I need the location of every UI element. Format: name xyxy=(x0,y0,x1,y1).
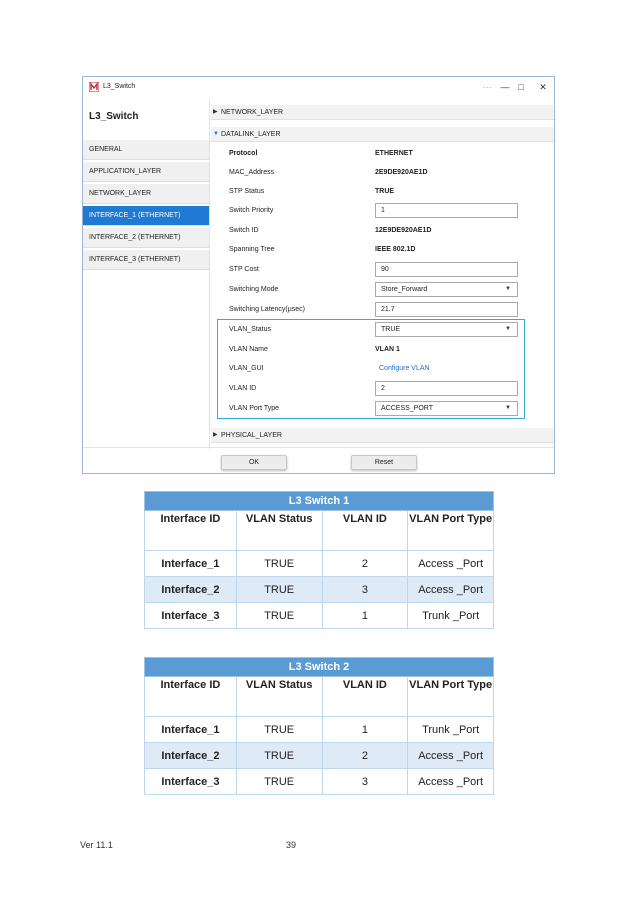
cell: Access _Port xyxy=(408,551,494,577)
stp-cost-label: STP Cost xyxy=(229,266,259,273)
cell: TRUE xyxy=(236,551,322,577)
ok-button[interactable]: OK xyxy=(221,455,287,470)
sidebar-item-general[interactable]: GENERAL xyxy=(83,140,209,160)
sidebar-item-interface-3[interactable]: INTERFACE_3 (ETHERNET) xyxy=(83,250,209,270)
section-label: DATALINK_LAYER xyxy=(221,131,281,138)
cell: Interface_3 xyxy=(145,769,237,795)
switching-mode-value: Store_Forward xyxy=(381,286,428,293)
window-title: L3_Switch xyxy=(103,83,136,90)
switch-priority-input[interactable]: 1 xyxy=(375,203,518,218)
maximize-button[interactable]: □ xyxy=(518,82,524,92)
vlan-port-type-label: VLAN Port Type xyxy=(229,405,280,412)
sidebar-item-application-layer[interactable]: APPLICATION_LAYER xyxy=(83,162,209,182)
sidebar-item-interface-1[interactable]: INTERFACE_1 (ETHERNET) xyxy=(83,206,209,226)
column-header: VLAN Status xyxy=(236,511,322,551)
expand-arrow-icon: ▶ xyxy=(213,432,218,438)
table-row xyxy=(145,603,494,629)
chevron-down-icon: ▼ xyxy=(505,326,511,332)
vlan-port-type-select[interactable] xyxy=(375,401,518,416)
column-header: Interface ID xyxy=(145,511,237,551)
switching-mode-select[interactable] xyxy=(375,282,518,297)
stp-status-value: TRUE xyxy=(375,188,395,195)
sidebar-item-interface-2[interactable]: INTERFACE_2 (ETHERNET) xyxy=(83,228,209,248)
section-datalink-layer[interactable] xyxy=(211,127,554,142)
version-label: Ver 11.1 xyxy=(80,840,113,850)
cell: TRUE xyxy=(236,577,322,603)
device-heading: L3_Switch xyxy=(89,111,139,122)
more-options-icon[interactable]: ··· xyxy=(482,82,492,92)
cell: 2 xyxy=(322,551,408,577)
switch-priority-label: Switch Priority xyxy=(229,207,274,214)
l3-switch-1-table xyxy=(144,491,494,629)
cell: TRUE xyxy=(236,717,322,743)
close-button[interactable]: ✕ xyxy=(539,82,547,92)
vlan-name-label: VLAN Name xyxy=(229,346,268,353)
switching-latency-label: Switching Latency(µsec) xyxy=(229,306,306,313)
cell: 1 xyxy=(322,603,408,629)
cell: Interface_2 xyxy=(145,577,237,603)
column-header: VLAN ID xyxy=(322,511,408,551)
table-caption: L3 Switch 2 xyxy=(145,658,494,677)
cell: Access _Port xyxy=(408,769,494,795)
cell: Interface_2 xyxy=(145,743,237,769)
cell: 2 xyxy=(322,743,408,769)
switch-id-label: Switch ID xyxy=(229,227,259,234)
cell: Access _Port xyxy=(408,743,494,769)
stp-status-label: STP Status xyxy=(229,188,265,195)
cell: Trunk _Port xyxy=(408,717,494,743)
protocol-label: Protocol xyxy=(229,150,258,157)
cell: Interface_3 xyxy=(145,603,237,629)
spanning-tree-value: IEEE 802.1D xyxy=(375,246,416,253)
sidebar-item-network-layer[interactable]: NETWORK_LAYER xyxy=(83,184,209,204)
column-header: VLAN Status xyxy=(236,677,322,717)
chevron-down-icon: ▼ xyxy=(505,286,511,292)
table-row xyxy=(145,743,494,769)
l3-switch-2-table xyxy=(144,657,494,795)
mac-address-label: MAC_Address xyxy=(229,169,275,176)
table-row xyxy=(145,551,494,577)
expand-arrow-icon: ▶ xyxy=(213,109,218,115)
cell: Interface_1 xyxy=(145,551,237,577)
app-logo-icon xyxy=(89,82,99,92)
vlan-id-input[interactable]: 2 xyxy=(375,381,518,396)
vlan-status-value: TRUE xyxy=(381,326,401,333)
mac-address-value: 2E9DE920AE1D xyxy=(375,169,428,176)
cell: TRUE xyxy=(236,743,322,769)
vlan-gui-label: VLAN_GUI xyxy=(229,365,264,372)
cell: 3 xyxy=(322,769,408,795)
button-bar-divider xyxy=(83,447,554,448)
cell: 3 xyxy=(322,577,408,603)
cell: TRUE xyxy=(236,603,322,629)
protocol-value: ETHERNET xyxy=(375,150,413,157)
column-header: Interface ID xyxy=(145,677,237,717)
table-row xyxy=(145,769,494,795)
title-bar xyxy=(83,77,554,99)
stp-cost-input[interactable]: 90 xyxy=(375,262,518,277)
switching-latency-input[interactable]: 21.7 xyxy=(375,302,518,317)
sidebar-divider xyxy=(209,99,210,449)
switch-id-value: 12E9DE920AE1D xyxy=(375,227,432,234)
section-physical-layer[interactable] xyxy=(211,428,554,443)
table-row xyxy=(145,577,494,603)
section-label: PHYSICAL_LAYER xyxy=(221,432,282,439)
page-number: 39 xyxy=(286,840,297,850)
switching-mode-label: Switching Mode xyxy=(229,286,279,293)
chevron-down-icon: ▼ xyxy=(505,405,511,411)
column-header: VLAN ID xyxy=(322,677,408,717)
vlan-port-type-value: ACCESS_PORT xyxy=(381,405,433,412)
l3-switch-window xyxy=(82,76,555,474)
column-header: VLAN Port Type xyxy=(408,511,494,551)
spanning-tree-label: Spanning Tree xyxy=(229,246,275,253)
vlan-id-label: VLAN ID xyxy=(229,385,257,392)
minimize-button[interactable]: — xyxy=(500,82,510,92)
cell: Trunk _Port xyxy=(408,603,494,629)
vlan-status-label: VLAN_Status xyxy=(229,326,272,333)
section-network-layer[interactable] xyxy=(211,105,554,120)
vlan-status-select[interactable] xyxy=(375,322,518,337)
vlan-name-value: VLAN 1 xyxy=(375,346,400,353)
table-row xyxy=(145,717,494,743)
collapse-arrow-icon: ▼ xyxy=(213,131,219,137)
reset-button[interactable]: Reset xyxy=(351,455,417,470)
cell: TRUE xyxy=(236,769,322,795)
cell: 1 xyxy=(322,717,408,743)
table-caption: L3 Switch 1 xyxy=(145,492,494,511)
configure-vlan-link[interactable]: Configure VLAN xyxy=(379,365,430,372)
section-label: NETWORK_LAYER xyxy=(221,109,284,116)
cell: Access _Port xyxy=(408,577,494,603)
column-header: VLAN Port Type xyxy=(408,677,494,717)
cell: Interface_1 xyxy=(145,717,237,743)
